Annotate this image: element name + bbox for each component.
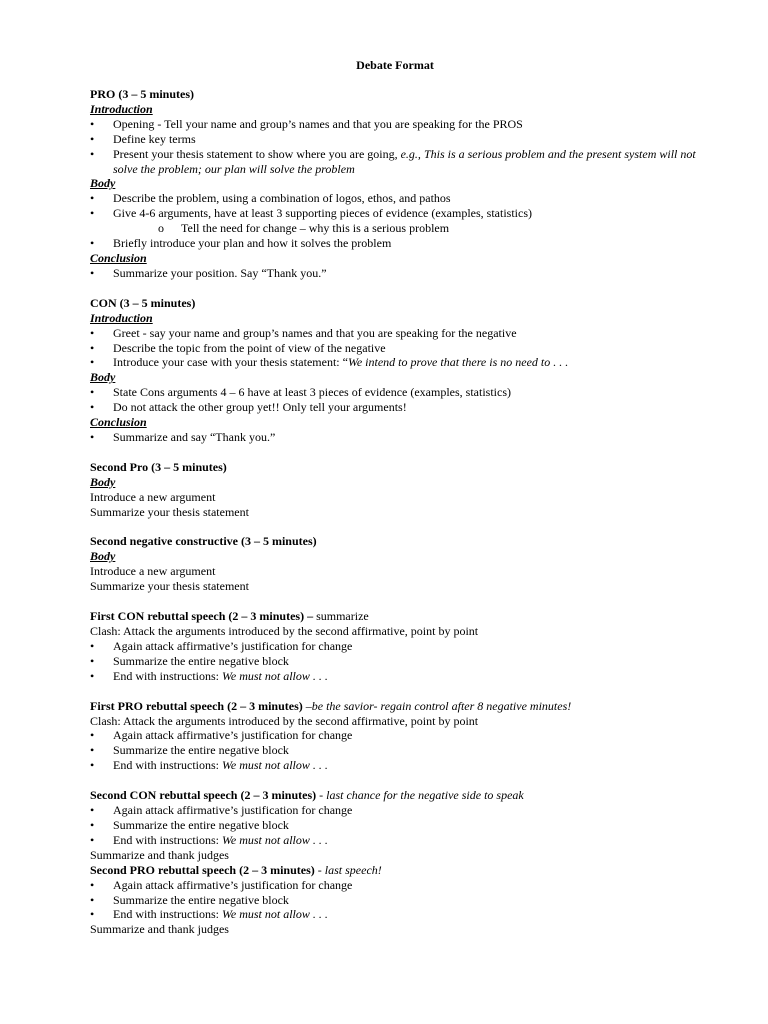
list-item: • End with instructions: We must not allow . . . <box>90 907 328 922</box>
bullet-icon: • <box>90 385 95 400</box>
bullet-icon: • <box>90 236 95 251</box>
bullet-icon: • <box>90 877 95 892</box>
list-item: • End with instructions: We must not allow . . . <box>90 758 328 773</box>
bullet-icon: • <box>90 728 95 743</box>
bullet-icon: • <box>90 803 95 818</box>
bullet-icon: • <box>90 832 95 847</box>
closing-line: Summarize and thank judges <box>90 847 229 862</box>
second-con-rebuttal-heading: Second CON rebuttal speech (2 – 3 minutes) - last chance for the negative side to speak <box>90 788 524 803</box>
document-body <box>90 87 700 937</box>
list-item: • Describe the problem, using a combination of logos, ethos, and pathos <box>90 191 451 206</box>
second-pro-heading: Second Pro (3 – 5 minutes) <box>90 459 227 474</box>
bullet-icon: • <box>90 743 95 758</box>
list-item: • Again attack affirmative’s justification for change <box>90 638 353 653</box>
list-item: • Introduce your case with your thesis statement: “We intend to prove that there is no need to . . . <box>90 355 569 370</box>
bullet-icon: • <box>90 191 95 206</box>
bullet-icon: • <box>90 116 95 131</box>
con-body-label: Body <box>90 370 116 385</box>
list-item: • Summarize the entire negative block <box>90 653 289 668</box>
second-neg-body-label: Body <box>90 549 116 564</box>
pro-intro-label: Introduction <box>90 101 153 116</box>
bullet-icon: • <box>90 340 95 355</box>
bullet-icon: • <box>90 206 95 221</box>
list-item: • Present your thesis statement to show where you are going, e.g., This is a serious problem and the present system will not solve the problem; our plan will solve the problem <box>90 146 696 176</box>
list-item: • Summarize the entire negative block <box>90 892 289 907</box>
bullet-icon: • <box>90 146 95 161</box>
con-intro-label: Introduction <box>90 310 153 325</box>
first-con-rebuttal-heading: First CON rebuttal speech (2 – 3 minutes) – summarize <box>90 609 369 624</box>
list-item: • Again attack affirmative’s justification for change <box>90 803 353 818</box>
list-item: • Do not attack the other group yet!! Only tell your arguments! <box>90 400 407 415</box>
sub-list-item: o Tell the need for change – why this is a serious problem <box>158 221 450 236</box>
document-title: Debate Format <box>356 58 434 72</box>
list-item: • Greet - say your name and group’s names and that you are speaking for the negative <box>90 325 517 340</box>
list-item: • Briefly introduce your plan and how it solves the problem <box>90 236 392 251</box>
second-pro-rebuttal-heading: Second PRO rebuttal speech (2 – 3 minutes) - last speech! <box>90 862 382 877</box>
bullet-icon: • <box>90 817 95 832</box>
con-heading: CON (3 – 5 minutes) <box>90 295 196 310</box>
list-item: • Summarize the entire negative block <box>90 743 289 758</box>
con-conclusion-label: Conclusion <box>90 415 147 430</box>
bullet-icon: • <box>90 668 95 683</box>
list-item: • Opening - Tell your name and group’s names and that you are speaking for the PROS <box>90 116 523 131</box>
bullet-icon: • <box>90 265 95 280</box>
pro-heading: PRO (3 – 5 minutes) <box>90 87 194 101</box>
clash-line: Clash: Attack the arguments introduced by the second affirmative, point by point <box>90 624 479 638</box>
bullet-icon: • <box>90 429 95 444</box>
text-line: Introduce a new argument <box>90 564 216 579</box>
bullet-icon: • <box>90 907 95 922</box>
list-item: • Summarize and say “Thank you.” <box>90 429 276 444</box>
list-item: • End with instructions: We must not allow . . . <box>90 668 328 683</box>
text-line: Introduce a new argument <box>90 489 216 504</box>
list-item: • Give 4-6 arguments, have at least 3 supporting pieces of evidence (examples, statistics) <box>90 206 532 221</box>
bullet-icon: • <box>90 638 95 653</box>
bullet-icon: • <box>90 325 95 340</box>
clash-line: Clash: Attack the arguments introduced by the second affirmative, point by point <box>90 713 479 728</box>
list-item: • Again attack affirmative’s justification for change <box>90 728 353 743</box>
pro-body-label: Body <box>90 176 116 191</box>
text-line: Summarize your thesis statement <box>90 579 249 594</box>
list-item: • Again attack affirmative’s justification for change <box>90 877 353 892</box>
list-item: • Summarize your position. Say “Thank you.” <box>90 265 327 280</box>
bullet-icon: • <box>90 355 95 370</box>
bullet-icon: • <box>90 758 95 773</box>
list-item: • Describe the topic from the point of view of the negative <box>90 340 386 355</box>
bullet-icon: • <box>90 400 95 415</box>
list-item: • End with instructions: We must not allow . . . <box>90 832 328 847</box>
text-line: Summarize your thesis statement <box>90 504 249 519</box>
list-item: • Summarize the entire negative block <box>90 817 289 832</box>
second-neg-heading: Second negative constructive (3 – 5 minutes) <box>90 534 317 549</box>
list-item: • State Cons arguments 4 – 6 have at least 3 pieces of evidence (examples, statistics) <box>90 385 511 400</box>
bullet-icon: • <box>90 892 95 907</box>
first-pro-rebuttal-heading: First PRO rebuttal speech (2 – 3 minutes) –be the savior- regain control after 8 negative minutes! <box>90 698 572 713</box>
sub-bullet-icon: o <box>158 221 164 236</box>
bullet-icon: • <box>90 131 95 146</box>
pro-conclusion-label: Conclusion <box>90 250 147 265</box>
bullet-icon: • <box>90 653 95 668</box>
list-item: • Define key terms <box>90 131 196 146</box>
closing-line: Summarize and thank judges <box>90 922 229 937</box>
second-pro-body-label: Body <box>90 474 116 489</box>
